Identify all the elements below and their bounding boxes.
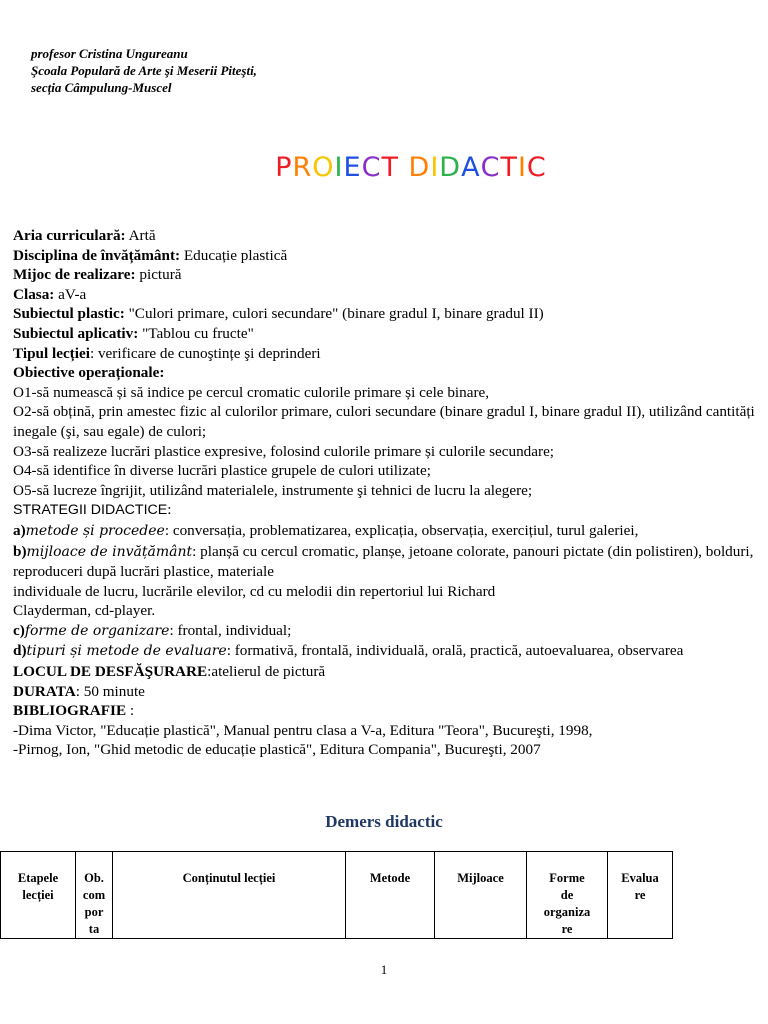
- objective-1: O1-să numească și să indice pe cercul cromatic culorile primare și cele binare,: [13, 383, 490, 401]
- title-letter: I: [430, 152, 440, 183]
- title-space: [399, 152, 409, 183]
- objective-4: O4-să identifice în diverse lucrări plastice grupele de culori utilizate;: [13, 462, 431, 480]
- header-obiective: Ob. com por ta: [76, 852, 113, 939]
- header-etapele: Etapele lecției: [1, 852, 76, 939]
- header-evaluare: Evalua re: [608, 852, 673, 939]
- title-letter: P: [275, 152, 293, 183]
- field-clasa: Clasa: aV-a: [13, 285, 87, 303]
- table-header-row: [1, 852, 673, 939]
- document-title: [0, 152, 768, 183]
- school-name: Şcoala Populară de Arte şi Meserii Piteşti,: [31, 63, 257, 78]
- bibliografie-item-2: -Pirnog, Ion, "Ghid metodic de educație plastică", Editura Compania", Bucureşti, 2007: [13, 741, 541, 759]
- title-letter: I: [517, 152, 527, 183]
- page-number: 1: [380, 962, 388, 977]
- title-letter: C: [361, 152, 382, 183]
- author-name: profesor Cristina Ungureanu: [31, 46, 188, 61]
- bibliografie-item-1: -Dima Victor, "Educație plastică", Manual pentru clasa a V-a, Editura "Teora", Bucureşti, 1998,: [13, 721, 593, 739]
- field-disciplina: Disciplina de învățământ: Educație plastică: [13, 246, 288, 264]
- header-forme: Forme de organiza re: [527, 852, 608, 939]
- strategie-d: d)tipuri și metode de evaluare: formativă, frontală, individuală, orală, practică, autoevaluarea, observarea: [13, 642, 684, 660]
- field-locul: LOCUL DE DESFĂŞURARE:atelierul de pictură: [13, 663, 326, 681]
- objective-2: O2-să obțină, prin amestec fizic al culorilor primare, culori secundare (binare gradul I, binare gradul II), utilizând cantități inegale (şi, sau egale) de culori;: [13, 403, 755, 440]
- field-aria: Aria curriculară: Artă: [13, 227, 156, 244]
- objectives-heading: Obiective operaționale:: [13, 364, 165, 382]
- strategie-a: a)metode și procedee: conversația, problematizarea, explicația, observația, exercițiul, turul galeriei,: [13, 521, 639, 539]
- school-section: secția Câmpulung-Muscel: [31, 80, 172, 95]
- header-mijloace: Mijloace: [435, 852, 527, 939]
- field-tipul: Tipul lecției: verificare de cunoştințe şi deprinderi: [13, 344, 321, 362]
- bibliografie-heading: BIBLIOGRAFIE :: [13, 702, 135, 720]
- title-letter: A: [461, 152, 481, 183]
- field-subiect-aplicativ: Subiectul aplicativ: "Tablou cu fructe": [13, 324, 254, 342]
- strategii-heading: STRATEGII DIDACTICE:: [13, 501, 172, 519]
- strategie-b: b)mijloace de invățământ: planșă cu cercul cromatic, planșe, jetoane colorate, panouri pictate (din polistiren), bolduri, reproduceri după lucrări plastice, materiale: [13, 542, 754, 581]
- title-letter: R: [292, 152, 313, 183]
- title-letter: C: [480, 152, 501, 183]
- field-durata: DURATA: 50 minute: [13, 682, 145, 700]
- lesson-table: [0, 851, 673, 939]
- header-continutul: Conținutul lecției: [113, 852, 346, 939]
- title-letter: T: [500, 152, 518, 183]
- title-letter: O: [312, 152, 335, 183]
- section-title-demers: Demers didactic: [325, 812, 443, 831]
- strategie-c: c)forme de organizare: frontal, individual;: [13, 621, 292, 639]
- field-subiect-plastic: Subiectul plastic: "Culori primare, culori secundare" (binare gradul I, binare gradul II): [13, 305, 544, 323]
- title-letter: E: [343, 152, 362, 183]
- title-letter: D: [408, 152, 431, 183]
- field-mijloc: Mijoc de realizare: pictură: [13, 266, 182, 284]
- strategie-b-line2: individuale de lucru, lucrările elevilor, cd cu melodii din repertoriul lui Richard: [13, 582, 496, 600]
- strategie-b-line3: Clayderman, cd-player.: [13, 602, 156, 620]
- document-body: [13, 226, 755, 760]
- title-letter: D: [439, 152, 462, 183]
- objective-5: O5-să lucreze îngrijit, utilizând materialele, instrumente şi tehnici de lucru la alegere;: [13, 481, 533, 499]
- title-letter: T: [381, 152, 399, 183]
- objective-3: O3-să realizeze lucrări plastice expresive, folosind culorile primare și culorile secundare;: [13, 442, 555, 460]
- header-metode: Metode: [346, 852, 435, 939]
- title-letter: C: [526, 152, 547, 183]
- author-header: [31, 45, 257, 96]
- title-letter: I: [334, 152, 344, 183]
